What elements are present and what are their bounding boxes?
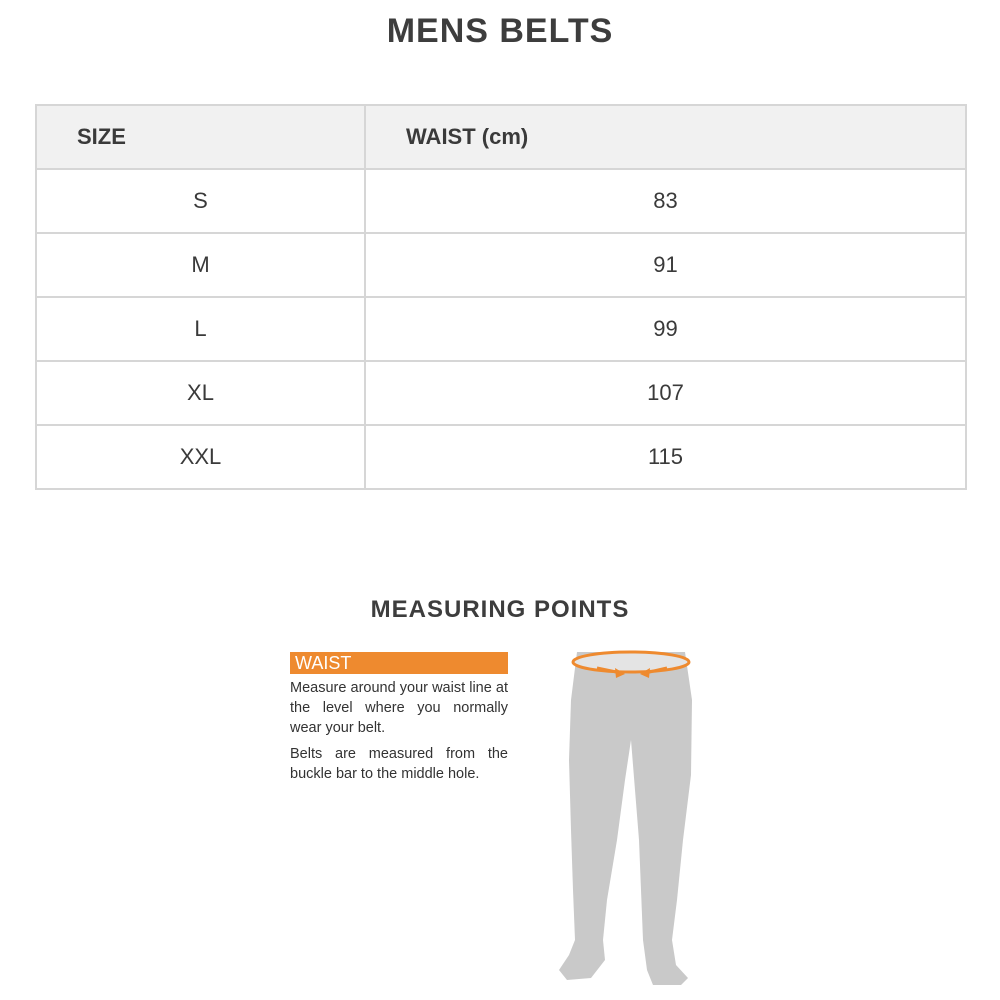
header-size: SIZE <box>36 105 365 169</box>
waist-label: WAIST <box>290 652 508 674</box>
table-row <box>36 425 966 489</box>
header-waist: WAIST (cm) <box>365 105 966 169</box>
table-row <box>36 233 966 297</box>
waist-cell: 91 <box>365 233 966 297</box>
waist-cell: 83 <box>365 169 966 233</box>
waist-cell: 115 <box>365 425 966 489</box>
size-cell: L <box>36 297 365 361</box>
size-cell: XL <box>36 361 365 425</box>
waist-cell: 107 <box>365 361 966 425</box>
page-title: MENS BELTS <box>386 12 614 50</box>
table-row <box>36 361 966 425</box>
belt-measure-note: Belts are measured from the buckle bar to the middle hole. <box>290 746 508 782</box>
waist-description: Measure around your waist line at the level where you normally wear your belt. <box>290 680 508 736</box>
size-chart-table <box>35 104 967 490</box>
table-row <box>36 297 966 361</box>
waistband-ring <box>573 652 689 672</box>
table-header-row <box>36 105 966 169</box>
pants-silhouette <box>559 652 692 985</box>
table-row <box>36 169 966 233</box>
size-cell: XXL <box>36 425 365 489</box>
measuring-points-title: MEASURING POINTS <box>370 596 630 623</box>
size-cell: S <box>36 169 365 233</box>
size-cell: M <box>36 233 365 297</box>
waist-cell: 99 <box>365 297 966 361</box>
pants-icon <box>545 640 715 990</box>
